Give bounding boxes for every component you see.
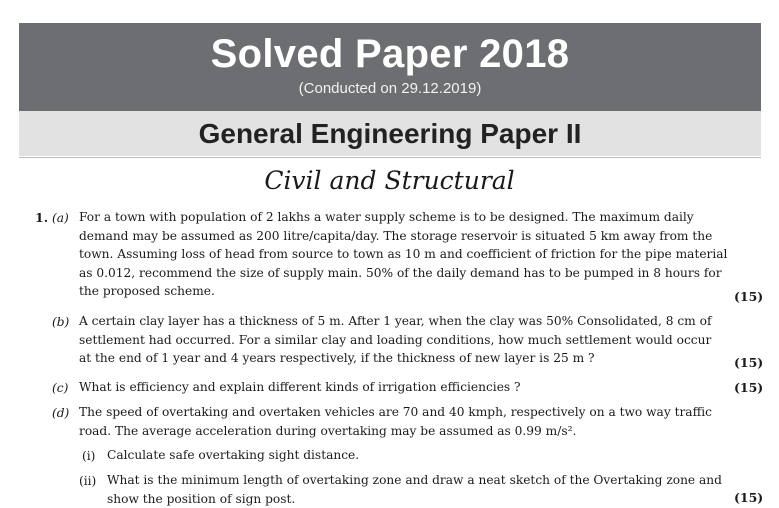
part-a-label: (a) [52,211,69,225]
subject-title: General Engineering Paper II [198,118,582,149]
subpart-ii-text: What is the minimum length of overtaking zone and draw a neat sketch of the Overtaking zone and show the position of sign post. [107,473,722,506]
subpart-i-text: Calculate safe overtaking sight distance. [107,448,360,462]
part-c-label: (c) [52,381,69,395]
part-b-text: A certain clay layer has a thickness of 5 m. After 1 year, when the clay was 50% Consolidated, 8 cm of settlement had occurred. For a similar clay and loading conditions, how much settlement would occur at the end of 1 year and 4 years respectively, if the thickness of new layer is 25 m ? [79,314,712,365]
subpart-ii-label: (ii) [79,474,97,488]
subject-bar [19,111,761,156]
conducted-date: (Conducted on 29.12.2019) [298,80,482,97]
subpart-i-label: (i) [82,449,96,463]
part-c-text: What is efficiency and explain different kinds of irrigation efficiencies ? [79,380,521,394]
paper-title: Solved Paper 2018 [210,32,570,76]
part-d-label: (d) [52,406,70,420]
part-a-marks: (15) [734,289,764,304]
divider [19,157,761,158]
part-b-label: (b) [52,315,70,329]
part-d-marks: (15) [734,490,764,505]
section-title: Civil and Structural [264,166,515,195]
part-c-marks: (15) [734,380,764,395]
part-b-marks: (15) [734,355,764,370]
question-number: 1. [35,210,49,225]
part-d-text: The speed of overtaking and overtaken vehicles are 70 and 40 kmph, respectively on a two way traffic road. The average acceleration during overtaking may be assumed as 0.99 m/s². [79,405,712,438]
part-a-text: For a town with population of 2 lakhs a water supply scheme is to be designed. The maximum daily demand may be assumed as 200 litre/capita/day. The storage reservoir is situated 5 km away from the town. Assuming loss of head from source to town as 10 m and coefficient of friction for the pipe material as 0.012, recommend the size of supply main. 50% of the daily demand has to be pumped in 8 hours for the proposed scheme. [79,210,728,298]
title-banner [19,23,761,111]
